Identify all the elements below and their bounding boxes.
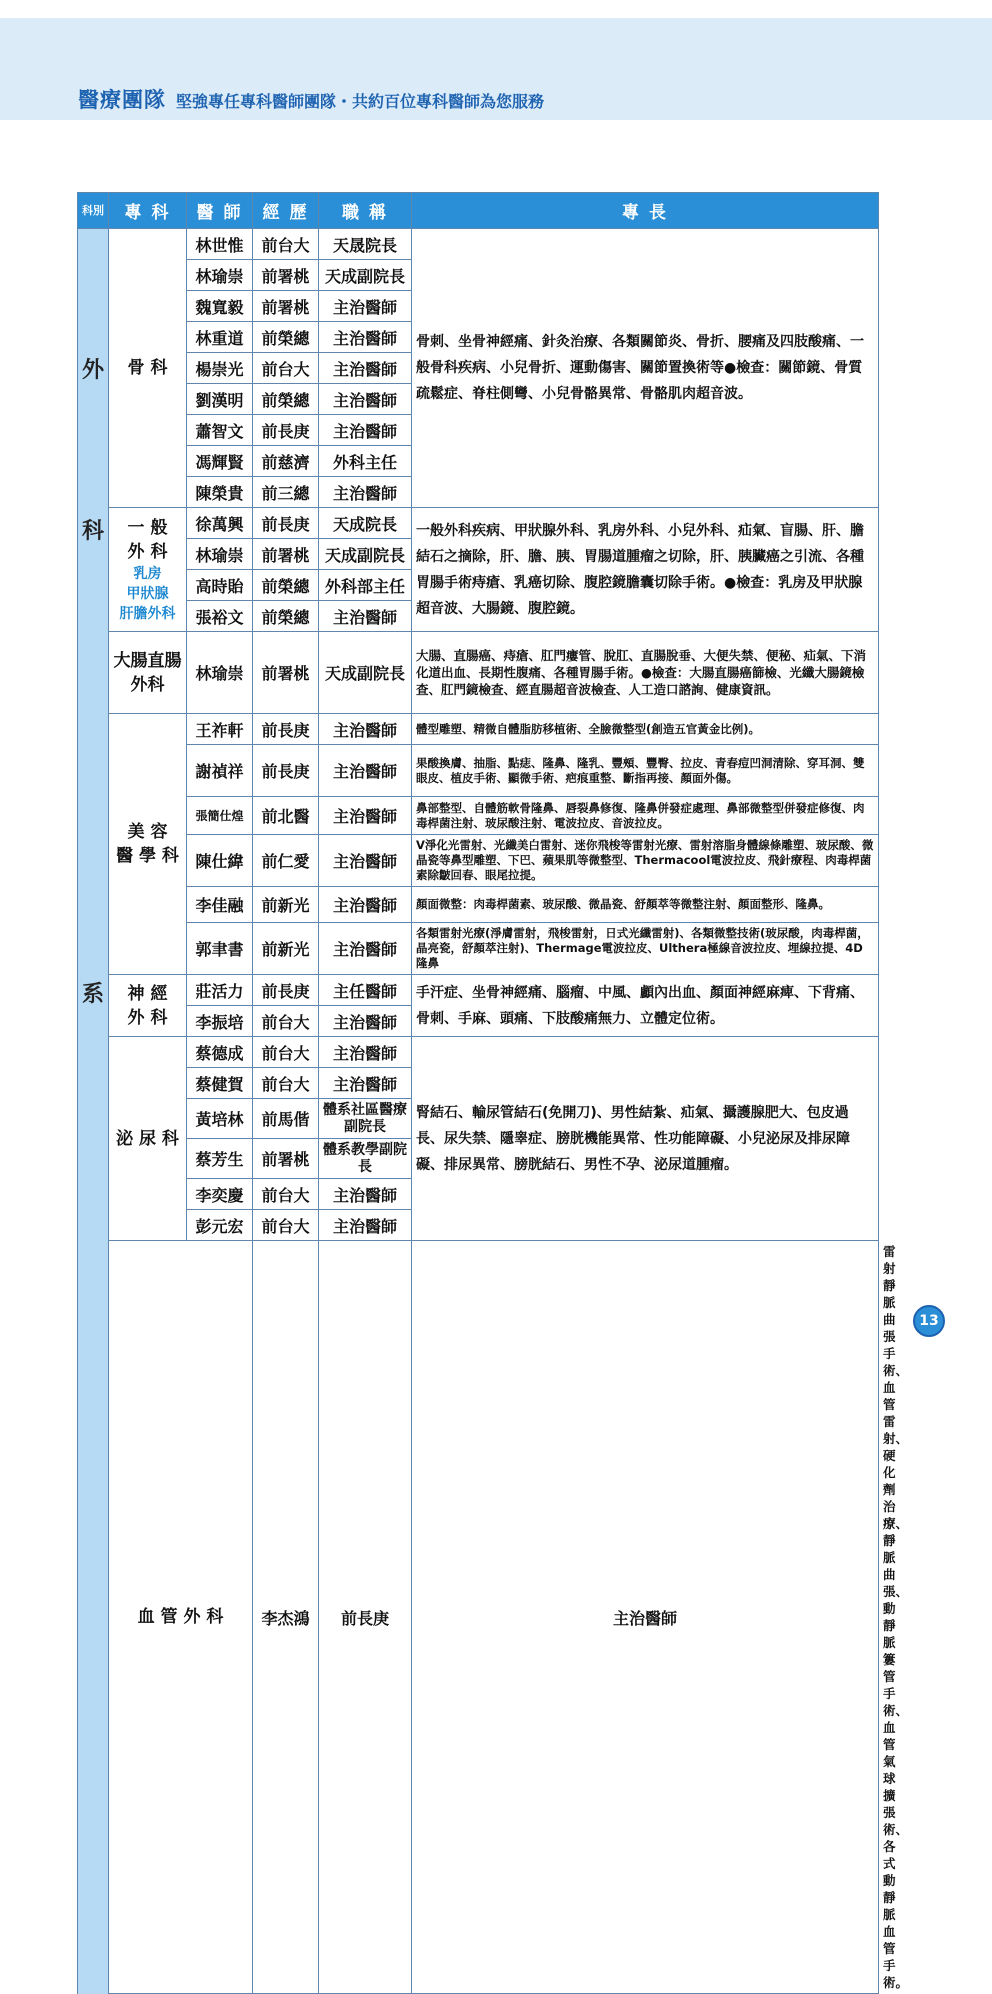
expertise-cosmetic-6: 各類雷射光療(淨膚雷射，飛梭雷射，日式光纖雷射)、各類微整技術(玻尿酸，肉毒桿菌，晶亮瓷，舒顏萃注射)、Thermage電波拉皮、Ulthera極線音波拉皮、埋線拉提、4D隆鼻: [412, 923, 879, 975]
header-doctor: 醫 師: [187, 193, 253, 229]
page-number: 13: [913, 1305, 945, 1337]
expertise-cosmetic-2: 果酸換膚、抽脂、點痣、隆鼻、隆乳、豐頰、豐臀、拉皮、青春痘凹洞清除、穿耳洞、雙眼皮、植皮手術、顯微手術、疤痕重整、斷指再接、顏面外傷。: [412, 745, 879, 797]
doctor-name: 林重道: [187, 322, 253, 353]
header-specialty: 專 科: [109, 193, 187, 229]
doctor-name: 蕭智文: [187, 415, 253, 446]
doctor-position: 主治醫師: [319, 835, 412, 887]
doctor-experience: 前仁愛: [253, 835, 319, 887]
doctor-name: 張簡仕煌: [187, 797, 253, 835]
doctor-position: 體系社區醫療副院長: [319, 1099, 412, 1139]
doctor-experience: 前長庚: [253, 508, 319, 539]
doctor-experience: 前榮總: [253, 322, 319, 353]
table-row: [78, 887, 879, 923]
expertise-neuro: 手汗症、坐骨神經痛、腦瘤、中風、顱內出血、顏面神經麻痺、下背痛、骨刺、手麻、頭痛、下肢酸痛無力、立體定位術。: [412, 975, 879, 1037]
doctor-name: 李振培: [187, 1006, 253, 1037]
doctor-name: 蔡芳生: [187, 1139, 253, 1179]
doctor-table: [77, 192, 909, 1994]
specialty-cosmetic-line1: 美 容: [127, 822, 168, 842]
doctor-name: 謝禎祥: [187, 745, 253, 797]
doctor-position: 天成副院長: [319, 539, 412, 570]
specialty-general-line2: 外 科: [127, 541, 168, 562]
doctor-experience: 前台大: [253, 1037, 319, 1068]
table-row: [78, 1037, 879, 1068]
expertise-general: 一般外科疾病、甲狀腺外科、乳房外科、小兒外科、疝氣、盲腸、肝、膽結石之摘除，肝、膽、胰、胃腸道腫瘤之切除，肝、胰臟癌之引流、各種胃腸手術痔瘡、乳癌切除、腹腔鏡膽囊切除手術。●檢查：乳房及甲狀腺超音波、大腸鏡、腹腔鏡。: [412, 508, 879, 632]
doctor-position: 主治醫師: [412, 1241, 879, 1994]
expertise-cosmetic-3: 鼻部整型、自體筋軟骨隆鼻、唇裂鼻修復、隆鼻併發症處理、鼻部微整型併發症修復、肉毒桿菌注射、玻尿酸注射、電波拉皮、音波拉皮。: [412, 797, 879, 835]
doctor-position: 主治醫師: [319, 1006, 412, 1037]
doctor-position: 天成院長: [319, 508, 412, 539]
specialty-urology: 泌 尿 科: [109, 1037, 187, 1241]
doctor-position: 天成副院長: [319, 260, 412, 291]
specialty-ortho: 骨 科: [109, 229, 187, 508]
doctor-position: 主治醫師: [319, 322, 412, 353]
doctor-name: 黃培林: [187, 1099, 253, 1139]
specialty-general-sub2: 甲狀腺: [126, 585, 169, 602]
doctor-name: 蔡健賀: [187, 1068, 253, 1099]
doctor-name: 劉漢明: [187, 384, 253, 415]
specialty-neuro-line1: 神 經: [127, 983, 168, 1004]
doctor-position: 主治醫師: [319, 714, 412, 745]
doctor-position: 主治醫師: [319, 887, 412, 923]
table-row: [78, 975, 879, 1006]
specialty-general-line1: 一 般: [127, 517, 168, 538]
doctor-experience: 前台大: [253, 1068, 319, 1099]
header-position: 職 稱: [319, 193, 412, 229]
table-row: [78, 745, 879, 797]
expertise-cosmetic-5: 顏面微整：肉毒桿菌素、玻尿酸、微晶瓷、舒顏萃等微整注射、顏面整形、隆鼻。: [412, 887, 879, 923]
doctor-experience: 前長庚: [319, 1241, 412, 1994]
doctor-experience: 前馬偕: [253, 1099, 319, 1139]
specialty-general-sub1: 乳房: [133, 565, 162, 582]
doctor-position: 天成副院長: [319, 632, 412, 714]
specialty-general-sub3: 肝膽外科: [119, 605, 176, 622]
specialty-cosmetic: [109, 714, 187, 975]
doctor-name: 高時貽: [187, 570, 253, 601]
doctor-position: 主治醫師: [319, 745, 412, 797]
doctor-experience: 前榮總: [253, 570, 319, 601]
doctor-experience: 前署桃: [253, 291, 319, 322]
doctor-name: 林瑜崇: [187, 260, 253, 291]
doctor-experience: 前榮總: [253, 384, 319, 415]
doctor-experience: 前慈濟: [253, 446, 319, 477]
title-main: 醫療團隊: [78, 88, 166, 112]
doctor-name: 陳仕緯: [187, 835, 253, 887]
specialty-colorectal: [109, 632, 187, 714]
page-title: [78, 84, 544, 114]
table-row: [78, 714, 879, 745]
doctor-position: 主治醫師: [319, 1210, 412, 1241]
doctor-experience: 前長庚: [253, 975, 319, 1006]
doctor-position: 主任醫師: [319, 975, 412, 1006]
doctor-position: 主治醫師: [319, 797, 412, 835]
expertise-colorectal: 大腸、直腸癌、痔瘡、肛門瘻管、脫肛、直腸脫垂、大便失禁、便秘、疝氣、下消化道出血、長期性腹痛、各種胃腸手術。●檢查：大腸直腸癌篩檢、光纖大腸鏡檢查、肛門鏡檢查、經直腸超音波檢查、人工造口諮詢、健康資訊。: [412, 632, 879, 714]
doctor-position: 外科主任: [319, 446, 412, 477]
doctor-name: 彭元宏: [187, 1210, 253, 1241]
table-row: [78, 508, 879, 539]
doctor-name: 李杰鴻: [253, 1241, 319, 1994]
table-row: [78, 923, 879, 975]
table-row: [78, 797, 879, 835]
doctor-name: 李奕慶: [187, 1179, 253, 1210]
specialty-neuro-line2: 外 科: [127, 1007, 168, 1028]
category-cell-1: 外: [78, 229, 109, 508]
doctor-name: 李佳融: [187, 887, 253, 923]
specialty-general: [109, 508, 187, 632]
expertise-cosmetic-1: 體型雕塑、精微自體脂肪移植術、全臉微整型(創造五官黃金比例)。: [412, 714, 879, 745]
doctor-name: 王祚軒: [187, 714, 253, 745]
specialty-cosmetic-line2: 醫 學 科: [116, 846, 179, 866]
doctor-position: 主治醫師: [319, 353, 412, 384]
specialty-colorectal-line2: 外科: [130, 674, 165, 695]
doctor-position: 主治醫師: [319, 1068, 412, 1099]
doctor-name: 莊活力: [187, 975, 253, 1006]
doctor-experience: 前署桃: [253, 1139, 319, 1179]
category-cell-3: 系: [78, 975, 109, 1994]
doctor-position: 主治醫師: [319, 384, 412, 415]
doctor-experience: 前署桃: [253, 632, 319, 714]
doctor-name: 馮輝賢: [187, 446, 253, 477]
doctor-experience: 前署桃: [253, 539, 319, 570]
doctor-name: 陳榮貴: [187, 477, 253, 508]
specialty-colorectal-line1: 大腸直腸: [113, 650, 182, 671]
doctor-position: 主治醫師: [319, 477, 412, 508]
specialty-neuro: [109, 975, 187, 1037]
doctor-position: 主治醫師: [319, 601, 412, 632]
doctor-experience: 前長庚: [253, 714, 319, 745]
doctor-position: 主治醫師: [319, 1037, 412, 1068]
table-row: 血 管 外 科 李杰鴻 前長庚 主治醫師 雷射靜脈曲張手術、血管雷射、硬化劑治療、靜脈曲張、動靜脈簍管手術、血管氣球擴張術、各式動靜脈血管手術。: [78, 1241, 879, 1994]
doctor-experience: 前新光: [253, 923, 319, 975]
header-category: 科別: [78, 193, 109, 229]
doctor-name: 林瑜崇: [187, 632, 253, 714]
doctor-experience: 前新光: [253, 887, 319, 923]
doctor-experience: 前台大: [253, 1006, 319, 1037]
title-subtitle: 堅強專任專科醫師團隊・共約百位專科醫師為您服務: [176, 92, 545, 111]
expertise-urology: 腎結石、輸尿管結石(免開刀)、男性結紮、疝氣、攝護腺肥大、包皮過長、尿失禁、隱睾症、膀胱機能異常、性功能障礙、小兒泌尿及排尿障礙、排尿異常、膀胱結石、男性不孕、泌尿道腫瘤。: [412, 1037, 879, 1241]
doctor-position: 主治醫師: [319, 923, 412, 975]
doctor-experience: 前台大: [253, 1179, 319, 1210]
doctor-experience: 前三總: [253, 477, 319, 508]
doctor-experience: 前署桃: [253, 260, 319, 291]
doctor-experience: 前長庚: [253, 745, 319, 797]
doctor-name: 蔡德成: [187, 1037, 253, 1068]
doctor-experience: 前長庚: [253, 415, 319, 446]
table-row: [78, 632, 879, 714]
doctor-position: 外科部主任: [319, 570, 412, 601]
doctor-name: 魏寬毅: [187, 291, 253, 322]
doctor-experience: 前台大: [253, 353, 319, 384]
specialty-vascular: 血 管 外 科: [109, 1241, 253, 1994]
header-expertise: 專 長: [412, 193, 879, 229]
doctor-experience: 前榮總: [253, 601, 319, 632]
doctor-name: 郭聿書: [187, 923, 253, 975]
doctor-experience: 前北醫: [253, 797, 319, 835]
doctor-name: 張裕文: [187, 601, 253, 632]
doctor-position: 主治醫師: [319, 291, 412, 322]
table-header-row: [78, 193, 879, 229]
doctor-name: 徐萬興: [187, 508, 253, 539]
table-row: [78, 229, 879, 260]
doctor-position: 主治醫師: [319, 415, 412, 446]
expertise-cosmetic-4: V淨化光雷射、光纖美白雷射、迷你飛梭等雷射光療、雷射溶脂身體線條雕塑、玻尿酸、微晶瓷等鼻型雕塑、下巴、蘋果肌等微整型、Thermacool電波拉皮、飛針療程、肉毒桿菌素除皺回春、眼尾拉提。: [412, 835, 879, 887]
doctor-position: 體系教學副院長: [319, 1139, 412, 1179]
doctor-position: 天晟院長: [319, 229, 412, 260]
doctor-experience: 前台大: [253, 1210, 319, 1241]
doctor-position: 主治醫師: [319, 1179, 412, 1210]
table-row: [78, 835, 879, 887]
header-experience: 經 歷: [253, 193, 319, 229]
doctor-experience: 前台大: [253, 229, 319, 260]
category-cell-2: 科: [78, 508, 109, 975]
doctor-name: 林世惟: [187, 229, 253, 260]
doctor-name: 楊崇光: [187, 353, 253, 384]
expertise-ortho: 骨刺、坐骨神經痛、針灸治療、各類關節炎、骨折、腰痛及四肢酸痛、一般骨科疾病、小兒骨折、運動傷害、關節置換術等●檢查：關節鏡、骨質疏鬆症、脊柱側彎、小兒骨骼異常、骨骼肌肉超音波。: [412, 229, 879, 508]
doctor-name: 林瑜崇: [187, 539, 253, 570]
